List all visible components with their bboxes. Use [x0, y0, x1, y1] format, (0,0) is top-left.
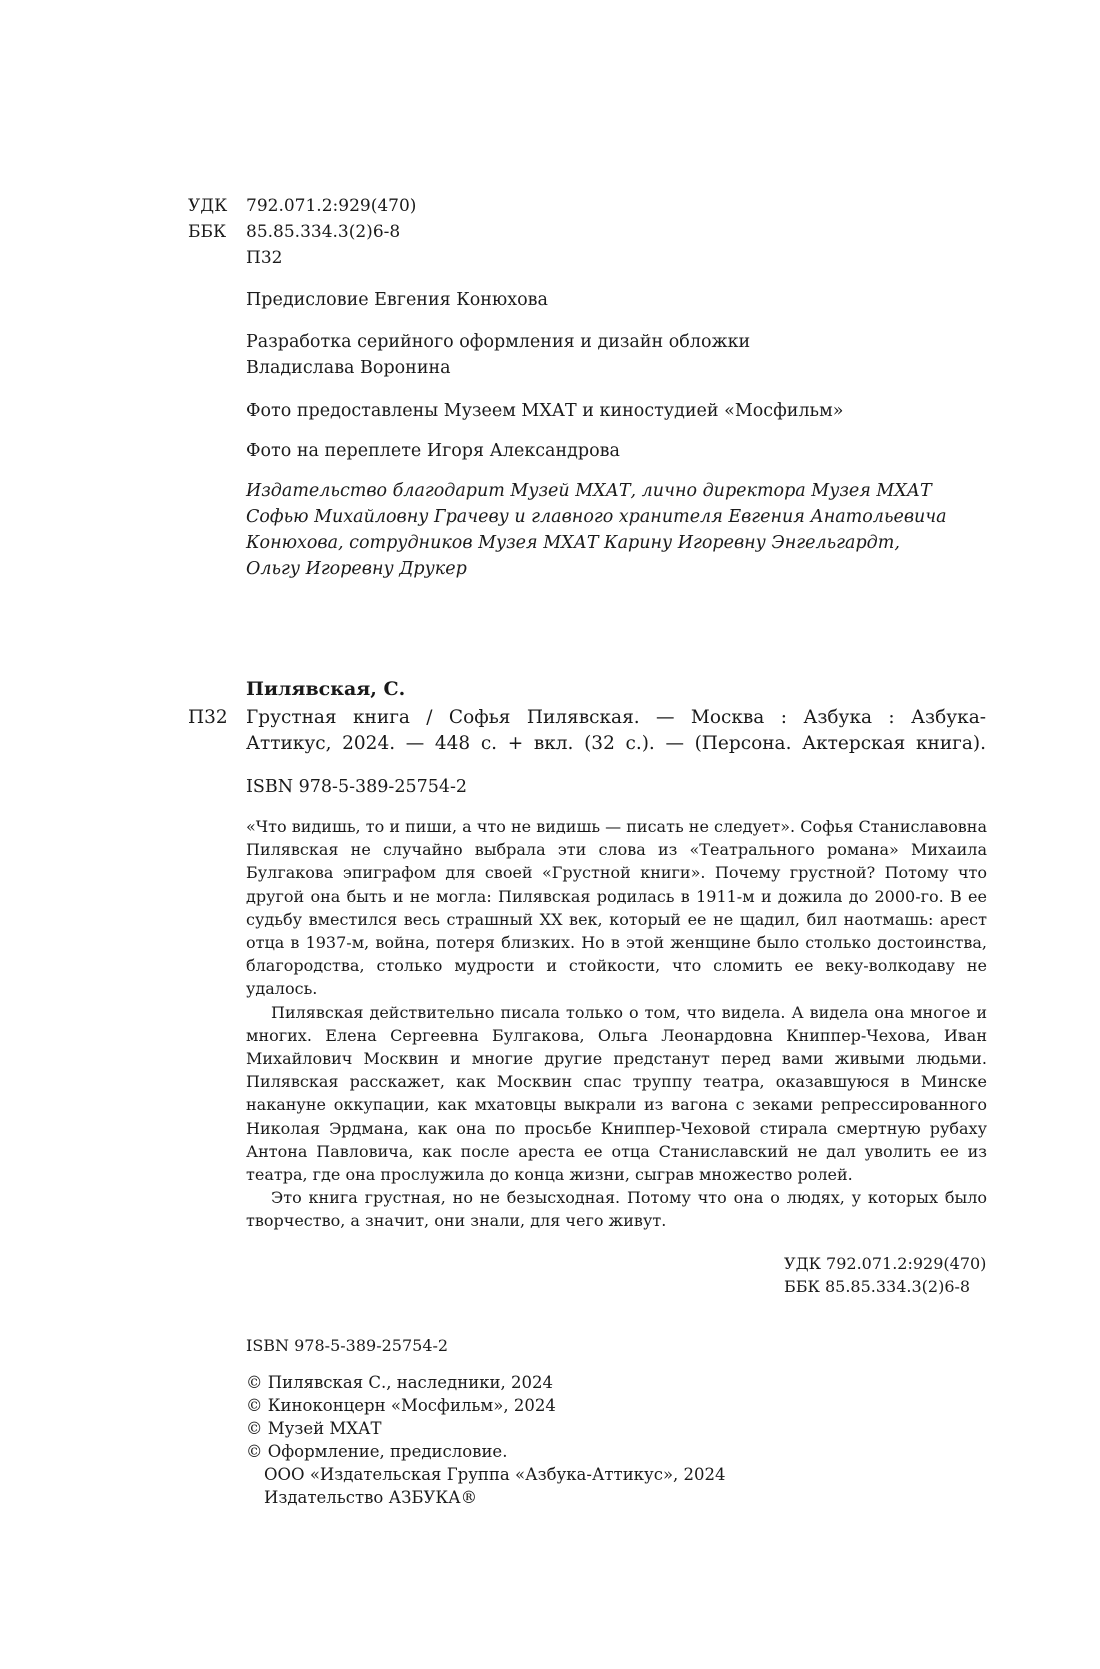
copyright-line: ООО «Издательская Группа «Азбука-Аттикус», 2024: [264, 1465, 726, 1484]
design-credit-name: Владислава Воронина: [246, 358, 451, 378]
bbk-value: 85.85.334.3(2)6-8: [246, 222, 401, 242]
index-bbk: ББК 85.85.334.3(2)6-8: [784, 1277, 971, 1296]
copyright-line: Издательство АЗБУКА®: [264, 1488, 478, 1507]
record-description-line2: Аттикус, 2024. — 448 с. + вкл. (32 с.). — (Персона. Актерская книга).: [246, 733, 986, 754]
index-block: [784, 1252, 986, 1298]
bbk-line: [188, 219, 416, 245]
copyright-line: © Киноконцерн «Мосфильм», 2024: [246, 1396, 556, 1415]
acknowledgement-line: Конюхова, сотрудников Музея МХАТ Карину Игоревну Энгельгардт,: [246, 533, 900, 553]
annotation-paragraph: Это книга грустная, но не безысходная. Потому что она о людях, у которых было творчество, а значит, они знали, для чего живут.: [246, 1188, 987, 1231]
index-udk: УДК 792.071.2:929(470): [784, 1254, 987, 1273]
acknowledgement-line: Издательство благодарит Музей МХАТ, лично директора Музея МХАТ: [246, 481, 932, 501]
copyright-block: [246, 1371, 726, 1509]
copyright-line: © Музей МХАТ: [246, 1419, 382, 1438]
acknowledgement-line: Ольгу Игоревну Друкер: [246, 559, 467, 579]
udk-value: 792.071.2:929(470): [246, 196, 417, 216]
record-isbn: ISBN 978-5-389-25754-2: [246, 777, 468, 797]
classification-block: [188, 193, 416, 271]
udk-line: [188, 193, 416, 219]
record-code: П32: [188, 707, 228, 728]
annotation-paragraph: «Что видишь, то и пиши, а что не видишь — писать не следует». Софья Станиславовна Пилявская не случайно выбрала эти слова из «Театрального романа» Михаила Булгакова эпиграфом для своей «Грустной книги». Почему грустной? Потому что другой она быть и не могла: Пилявская родилась в 1911-м и дожила до 2000-го. В ее судьбу вместился весь страшный XX век, который ее не щадил, бил наотмашь: арест отца в 1937-м, война, потеря близких. Но в этой женщине было столько достоинства, благородства, столько мудрости и стойкости, что сломить ее веку-волкодаву не удалось.: [246, 817, 987, 999]
isbn-bottom: ISBN 978-5-389-25754-2: [246, 1336, 449, 1355]
acknowledgement: [246, 478, 947, 582]
design-credit: [246, 329, 750, 381]
udk-label: УДК: [188, 196, 228, 216]
annotation-paragraph: Пилявская действительно писала только о том, что видела. А видела она многое и многих. Елена Сергеевна Булгакова, Ольга Леонардовна Книппер-Чехова, Иван Михайлович Москвин и многие другие предстанут перед вами живыми людьми. Пилявская расскажет, как Москвин спас труппу театра, оказавшуюся в Минске накануне оккупации, как мхатовцы выкрали из вагона с зеками репрессированного Николая Эрдмана, как она по просьбе Книппер-Чеховой стирала смертную рубаху Антона Павловича, как после ареста ее отца Станиславский не дал уволить ее из театра, где она прослужила до конца жизни, сыграв множество ролей.: [246, 1002, 987, 1185]
author-mark: П32: [246, 248, 283, 268]
design-credit-line: Разработка серийного оформления и дизайн обложки: [246, 332, 751, 352]
author-mark-line: [188, 245, 416, 271]
photos-credit: Фото предоставлены Музеем МХАТ и киностудией «Мосфильм»: [246, 401, 844, 421]
record-description-line1: Грустная книга / Софья Пилявская. — Москва : Азбука : Азбука-: [246, 707, 986, 728]
bbk-label: ББК: [188, 222, 227, 242]
preface-credit: Предисловие Евгения Конюхова: [246, 290, 548, 310]
record-author: Пилявская, С.: [246, 678, 406, 700]
annotation: [246, 815, 987, 1233]
cover-photo-credit: Фото на переплете Игоря Александрова: [246, 441, 620, 461]
copyright-line: © Оформление, предисловие.: [246, 1442, 508, 1461]
acknowledgement-line: Софью Михайловну Грачеву и главного хранителя Евгения Анатольевича: [246, 507, 947, 527]
copyright-line: © Пилявская С., наследники, 2024: [246, 1373, 553, 1392]
